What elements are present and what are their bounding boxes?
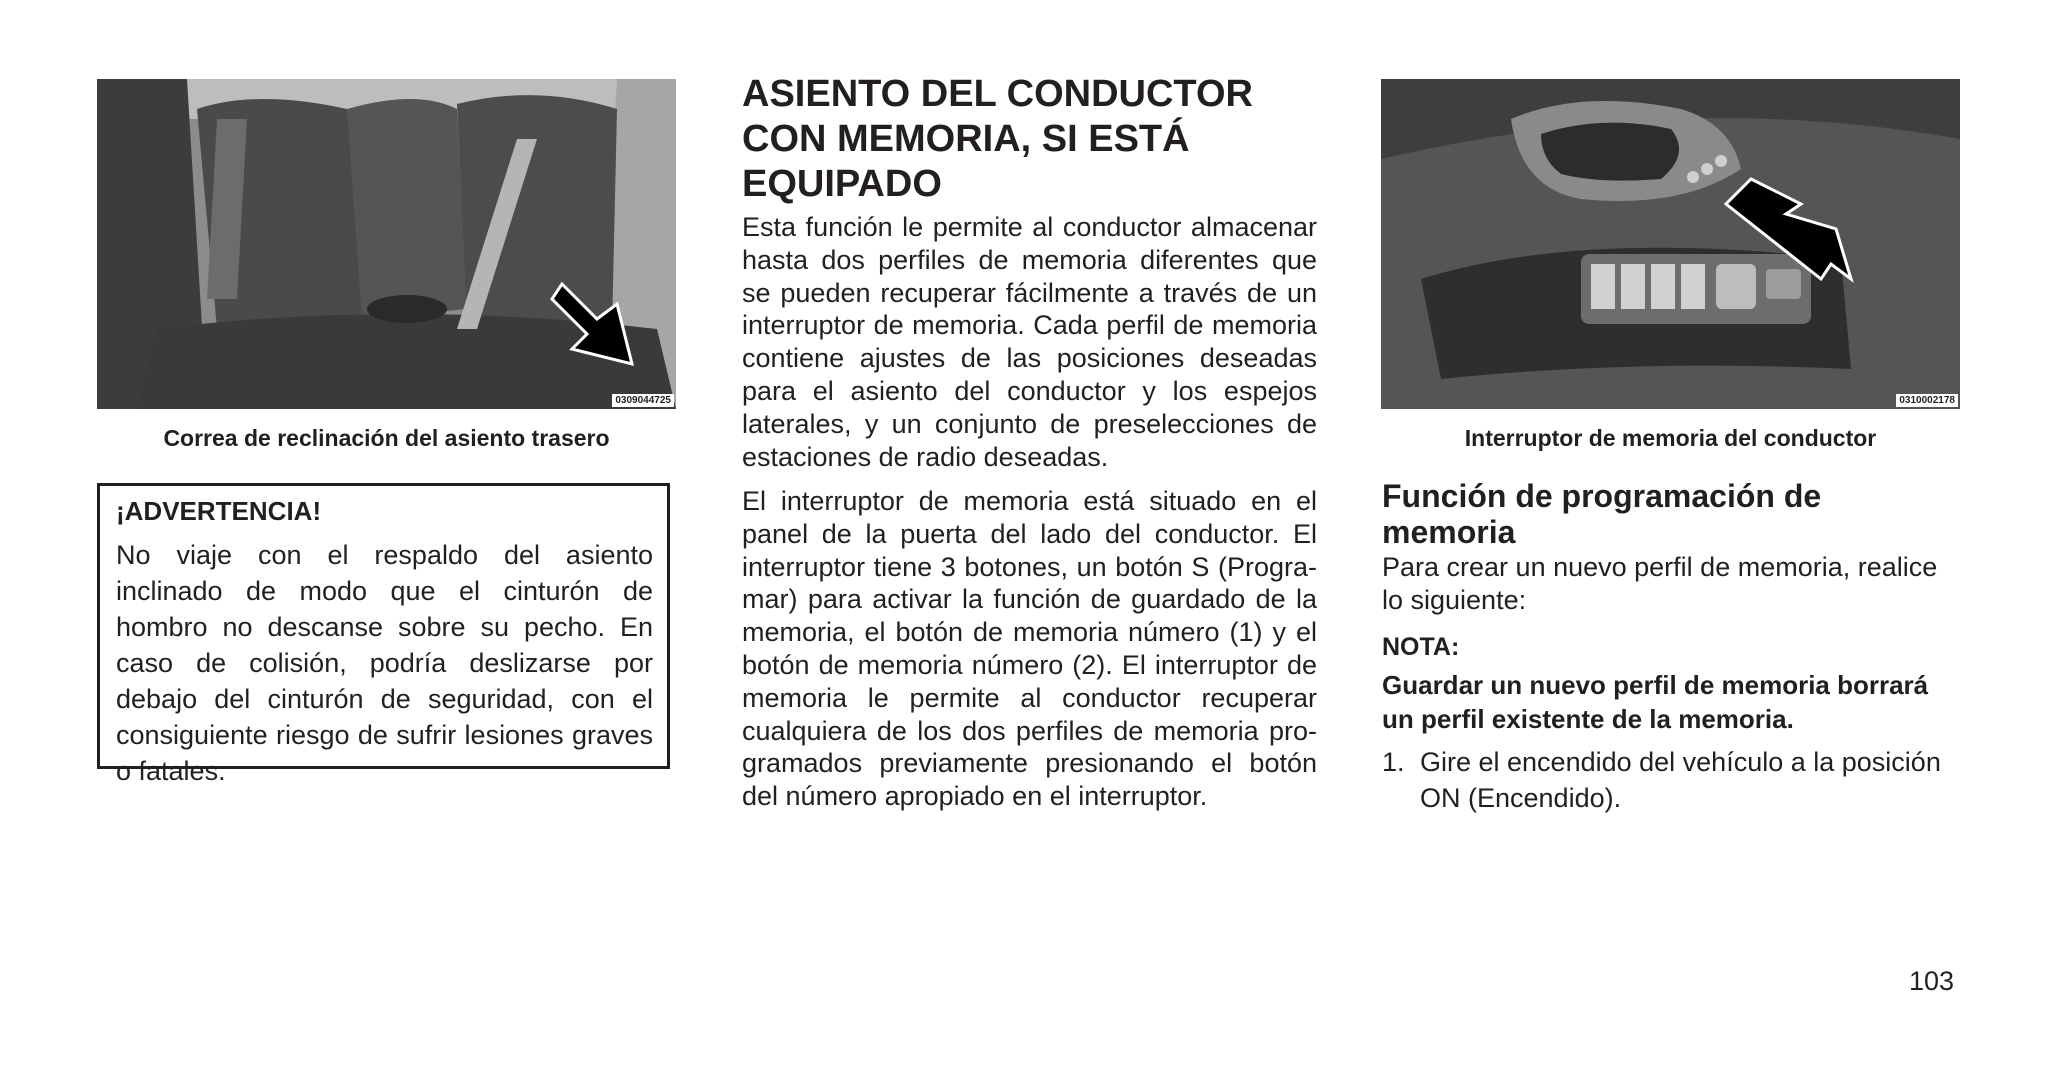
- warning-box: [97, 483, 670, 786]
- programming-intro: Para crear un nuevo perfil de memoria, realice lo siguiente:: [1382, 552, 1938, 615]
- step-text: Gire el encendido del vehículo a la posición ON (Encendido).: [1420, 747, 1941, 813]
- left-image-caption: Correa de reclinación del asiento trasero: [163, 425, 610, 451]
- rear-seat-illustration: [97, 79, 676, 409]
- image-code: 0310002178: [1896, 394, 1958, 407]
- section-heading: ASIENTO DEL CONDUCTOR CON MEMORIA, SI ESTÁ EQUIPADO: [742, 73, 1253, 205]
- driver-memory-switch-photo: [1381, 79, 1960, 409]
- rear-seat-recline-strap-photo: [97, 79, 676, 409]
- right-image-caption: Interruptor de memoria del conductor: [1464, 425, 1877, 451]
- step-item: [1382, 744, 1962, 816]
- programming-subheading: Función de programación de memoria: [1382, 478, 1822, 550]
- door-panel-illustration: [1381, 79, 1960, 409]
- image-code: 0309044725: [612, 394, 674, 407]
- note-label: NOTA:: [1382, 633, 1460, 661]
- warning-text: No viaje con el respaldo del asiento inclinado de modo que el cinturón de hombro no descanse sobre su pecho. En caso de colisión, podría deslizarse por debajo del cinturón de seguridad, con el consiguiente riesgo de sufrir lesiones graves o fatales.: [116, 540, 653, 786]
- step-number: 1.: [1382, 747, 1405, 777]
- intro-paragraph: Esta función le permite al conductor almacenar hasta dos perfiles de memoria diferentes que se pueden recuperar fácilmente a través de un interruptor de memoria. Cada perfil de memoria contiene ajustes de las posiciones deseadas para el asiento del conductor y los espejos laterales, y un conjunto de preselecciones de estaciones de radio deseadas.: [742, 212, 1317, 472]
- note-text: Guardar un nuevo perfil de memoria borrará un perfil existente de la memoria.: [1382, 670, 1929, 734]
- switch-description-paragraph: El interruptor de memoria está situado en el panel de la puerta del lado del conductor. El interruptor tiene 3 botones, un botón S (Programar) para activar la función de guardado de la memoria, el botón de memoria número (1) y el botón de memoria número (2). El interruptor de memoria le permite al conductor recuperar cualquiera de los dos perfiles de memoria programados previamente presionando el botón del número apropiado en el interruptor.: [742, 486, 1317, 812]
- page-number: 103: [1908, 966, 1954, 996]
- warning-title: ¡ADVERTENCIA!: [116, 496, 322, 526]
